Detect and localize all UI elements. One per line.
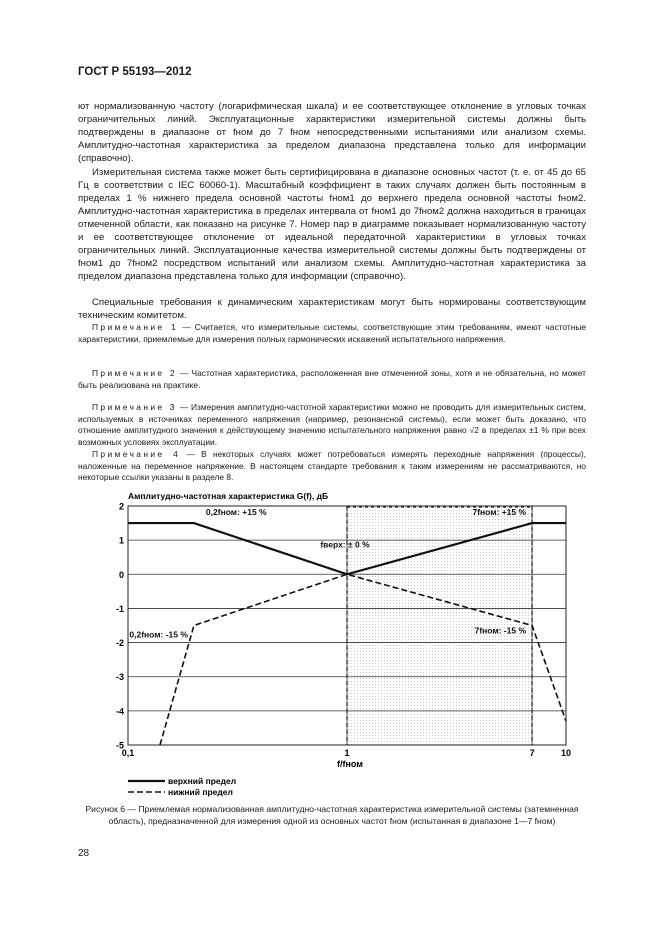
x-tick-label: 7 [529, 748, 535, 758]
x-tick-label: 0,1 [121, 748, 135, 758]
note-4-label: Примечание 4 [92, 449, 181, 459]
x-tick-label: 1 [344, 748, 350, 758]
y-tick-label: -2 [115, 638, 124, 649]
legend-label: верхний предел [168, 776, 237, 786]
page-number: 28 [78, 848, 90, 859]
annotation-label: 0,2fном: +15 % [205, 507, 267, 518]
paragraph-3: Специальные требования к динамическим характеристикам могут быть нормированы соответствующим техническим комитетом. [78, 297, 586, 321]
chart-title: Амплитудно-частотная характеристика G(f), дБ [128, 491, 329, 501]
y-tick-label: -5 [115, 740, 124, 751]
legend-label: нижний предел [168, 787, 233, 797]
paragraph-1: ют нормализованную частоту (логарифмическая шкала) и ее соответствующее отклонение в угловых точках ограничительных линий. Эксплуатационные характеристики измерительной системы должны быть подтверждены в диапазоне от fном до 7 fном непосредственными испытаниями или анализом схемы. Амплитудно-частотная характеристика за пределом диапазона представлена только для информации (справочно). [78, 101, 586, 164]
note-2-text: — Частотная характеристика, расположенная вне отмеченной зоны, хотя и не обязательна, но может быть реализована на практике. [78, 368, 587, 390]
y-tick-label: 1 [118, 535, 124, 546]
note-1-label: Примечание 1 [92, 322, 179, 332]
y-tick-label: 2 [118, 501, 124, 512]
note-3-text: — Измерения амплитудно-частотной характеристики можно не проводить для измерительных систем, используемых в источниках переменного напряжения (например, резонансной системы), если может быть доказано, что отношение амплитудного значения к действующему значению испытательного напряжения равно √2 в пределах ±1 % при всех возможных условиях эксплуатации. [78, 402, 587, 447]
note-3-label: Примечание 3 [92, 402, 177, 412]
figure-caption: Рисунок 6 — Приемлемая нормализованная амплитудно-частотная характеристика измерительной системы (затемненная область), предназначенной для измерения одной из основных частот fном (испытанная в диапазоне 1—7 fном) [85, 804, 579, 826]
annotation-label: 7fном: +15 % [472, 507, 527, 518]
y-tick-label: -1 [115, 603, 124, 614]
page-header: ГОСТ Р 55193—2012 [78, 66, 192, 78]
note-2-label: Примечание 2 [92, 368, 178, 378]
annotation-label: 0,2fном: -15 % [129, 629, 188, 640]
x-axis-label: f/fном [337, 759, 363, 769]
y-tick-label: 0 [118, 569, 124, 580]
x-tick-label: 10 [560, 748, 572, 758]
y-tick-label: -4 [115, 706, 124, 717]
note-4-text: — В некоторых случаях может потребоваться измерять переходные напряжения (процессы), наложенные на переменное напряжение. В настоящем стандарте требования к таким измерениям не рассматриваются, но некоторые ссылки указаны в разделе 8. [78, 449, 586, 483]
note-1-text: — Считается, что измерительные системы, соответствующие этим требованиям, имеют частотные характеристики, приемлемые для измерения полных гармонических искажений испытательного напряжения. [78, 322, 586, 344]
y-tick-label: -3 [115, 672, 124, 683]
paragraph-2: Измерительная система также может быть сертифицирована в диапазоне основных частот (т. е. от 45 до 65 Гц в соответствии с IEC 60060-1). Масштабный коэффициент в таких случаях должен быть постоянным в пределах 1 % нижнего предела основной частоты fном1 до верхнего предела основной частоты fном2. Амплитудно-частотная характеристика в пределах интервала от fном1 до 7fном2 должна находиться в границах отмеченной области, как показано на рисунке 7. Номер пар в диаграмме показывает нормализованную частоту и ее соответствующее отклонение от идеальной передаточной характеристики в угловых точках ограничительных линий. Эксплуатационные качества измерительной системы должны быть подтверждены от fном1 до 7fном2 посредством испытаний или анализом схемы. Амплитудно-частотная характеристика за пределом диапазона представлена только для информации (справочно). [78, 167, 586, 282]
annotation-label: fверх: ± 0 % [320, 539, 370, 550]
annotation-label: 7fном: -15 % [474, 625, 527, 636]
